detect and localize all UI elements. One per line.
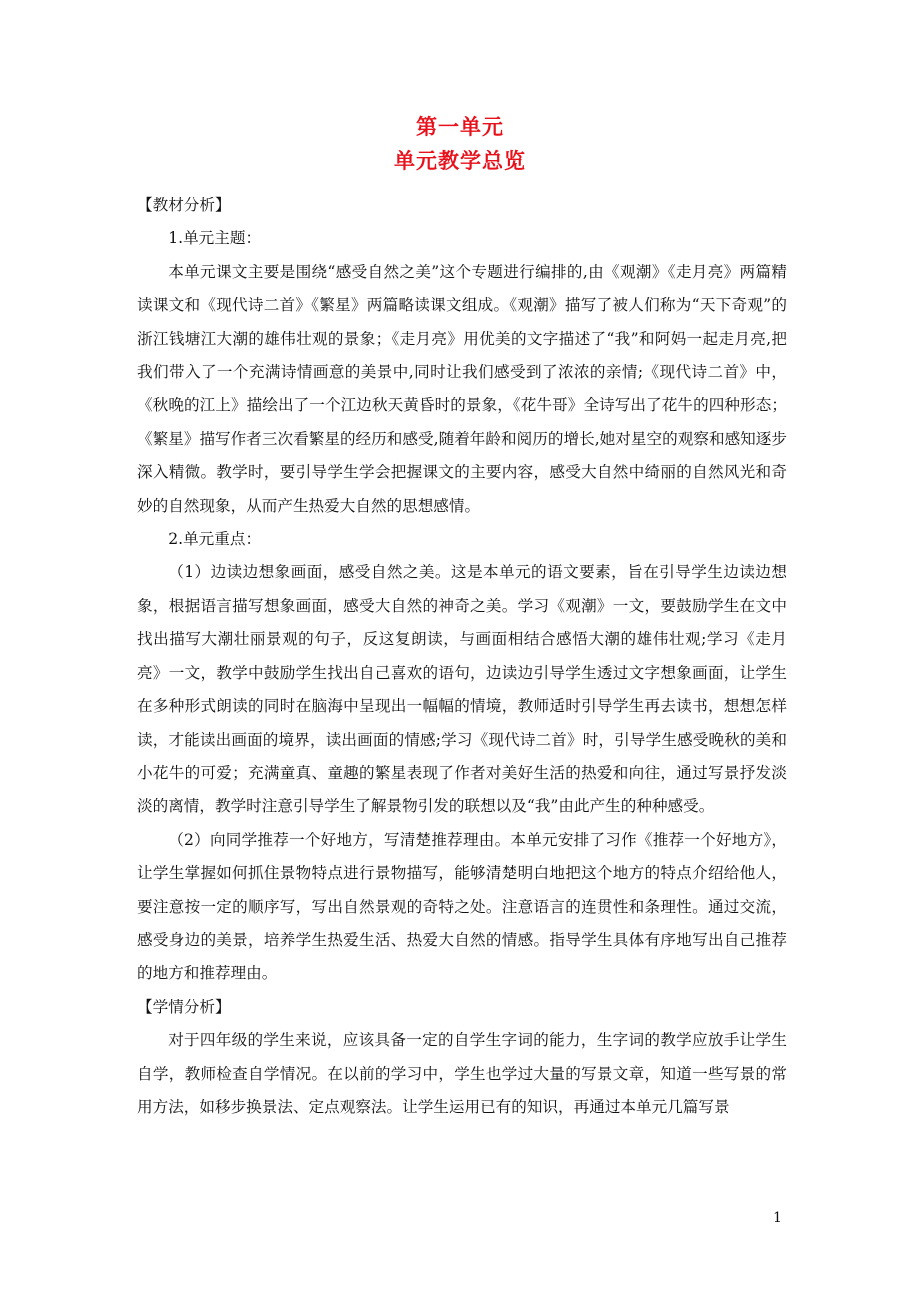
paragraph-student-analysis: 对于四年级的学生来说，应该具备一定的自学生字词的能力，生字词的教学应放手让学生自学，教师检查自学情况。在以前的学习中，学生也学过大量的写景文章，知道一些写景的常用方法，如移步换景法、定点观察法。让学生运用已有的知识，再通过本单元几篇写景 [137, 1031, 787, 1116]
unit-title: 第一单元 [416, 114, 504, 139]
list-item-unit-theme: 1.单元主题： [168, 229, 262, 248]
paragraph-key-point-2: （2）向同学推荐一个好地方，写清楚推荐理由。本单元安排了习作《推荐一个好地方》，让学生掌握如何抓住景物特点进行景物描写，能够清楚明白地把这个地方的特点介绍给他人，要注意按一定的顺序写，写出自然景观的奇特之处。注意语言的连贯性和条理性。通过交流，感受身边的美景，培养学生热爱生活、热爱大自然的情感。指导学生具体有序地写出自己推荐的地方和推荐理由。 [137, 830, 787, 983]
paragraph-unit-theme: 本单元课文主要是围绕“感受自然之美”这个专题进行编排的,由《观潮》《走月亮》两篇精读课文和《现代诗二首》《繁星》两篇略读课文组成。《观潮》描写了被人们称为“天下奇观”的浙江钱塘江大潮的雄伟壮观的景象；《走月亮》用优美的文字描述了“我”和阿妈一起走月亮,把我们带入了一个充满诗情画意的美景中,同时让我们感受到了浓浓的亲情;《现代诗二首》中，《秋晚的江上》描绘出了一个江边秋天黄昏时的景象，《花牛哥》全诗写出了花牛的四种形态；《繁星》描写作者三次看繁星的经历和感受,随着年龄和阅历的增长,她对星空的观察和感知逐步深入精微。教学时，要引导学生学会把握课文的主要内容，感受大自然中绮丽的自然风光和奇妙的自然现象，从而产生热爱大自然的思想感情。 [137, 262, 787, 515]
list-item-unit-key-points: 2.单元重点： [168, 530, 262, 549]
page-number: 1 [773, 1210, 782, 1226]
paragraph-key-point-1: （1）边读边想象画面，感受自然之美。这是本单元的语文要素，旨在引导学生边读边想象，根据语言描写想象画面，感受大自然的神奇之美。学习《观潮》一文，要鼓励学生在文中找出描写大潮壮丽景观的句子，反这复朗读，与画面相结合感悟大潮的雄伟壮观;学习《走月亮》一文，教学中鼓励学生找出自己喜欢的语句，边读边引导学生透过文字想象画面，让学生在多种形式朗读的同时在脑海中呈现出一幅幅的情境，教师适时引导学生再去读书，想想怎样读，才能读出画面的境界，读出画面的情感;学习《现代诗二首》时，引导学生感受晚秋的美和小花牛的可爱；充满童真、童趣的繁星表现了作者对美好生活的热爱和向往，通过写景抒发淡淡的离情，教学时注意引导学生了解景物引发的联想以及“我”由此产生的种种感受。 [137, 563, 787, 816]
document-body [137, 189, 787, 1124]
unit-subtitle: 单元教学总览 [394, 148, 526, 173]
section-heading-textbook-analysis: 【教材分析】 [137, 196, 231, 214]
section-heading-student-analysis: 【学情分析】 [137, 997, 231, 1016]
